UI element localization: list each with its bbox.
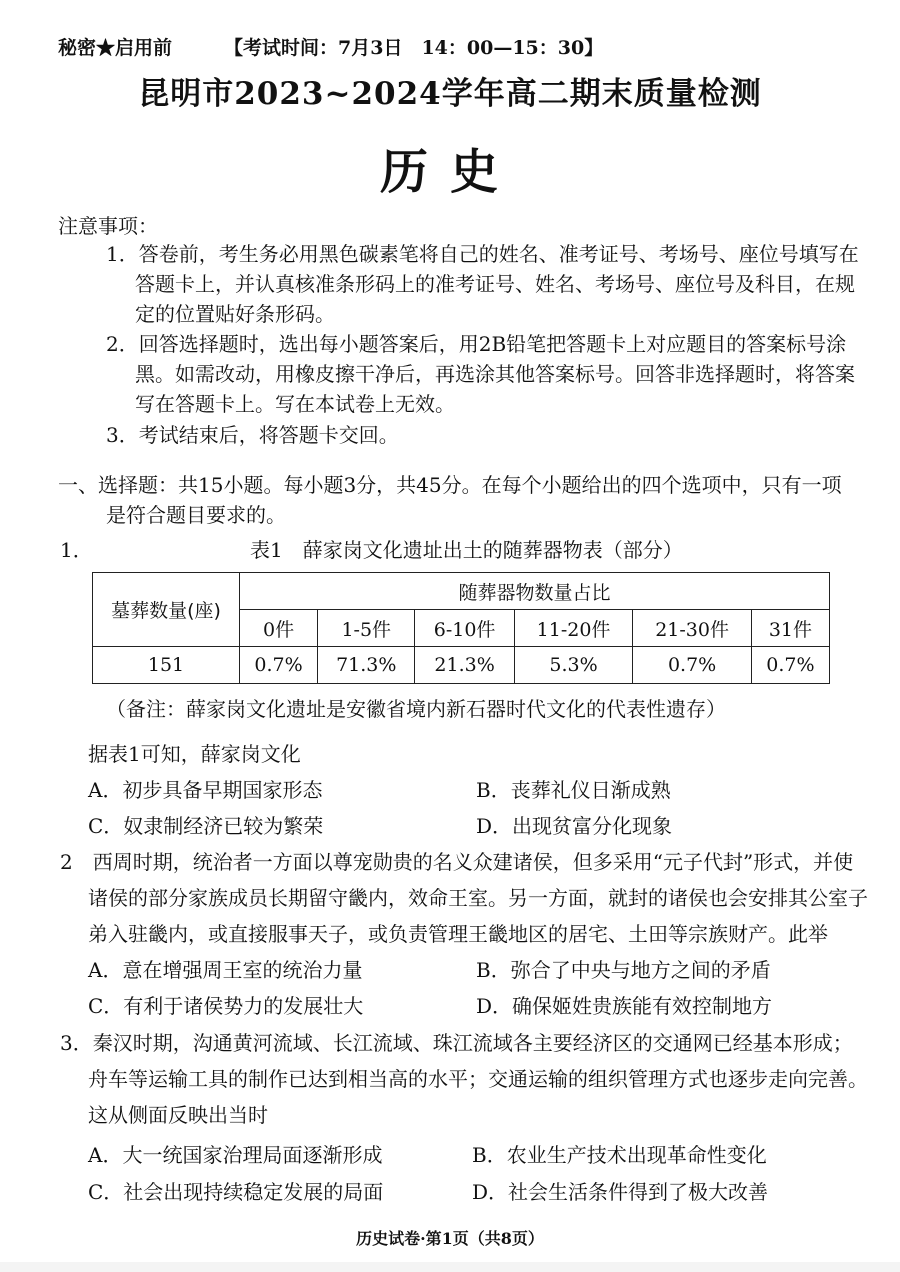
group-header-cell: 随葬器物数量占比	[240, 573, 830, 610]
subject-title: 历史	[379, 144, 520, 200]
table-cell: 5.3%	[514, 647, 633, 684]
page-edge	[0, 1262, 900, 1272]
notes-line: 写在答题卡上。写在本试卷上无效。	[135, 392, 455, 416]
row-header-cell: 墓葬数量(座)	[93, 573, 240, 647]
notes-line: 2．回答选择题时，选出每小题答案后，用2B铅笔把答题卡上对应题目的答案标号涂	[106, 332, 847, 356]
question-line: 2 西周时期，统治者一方面以尊宠勋贵的名义众建诸侯，但多采用“元子代封”形式，并使	[60, 850, 854, 874]
notes-line: 黑。如需改动，用橡皮擦干净后，再选涂其他答案标号。回答非选择题时，将答案	[135, 362, 855, 386]
table-cell: 71.3%	[318, 647, 415, 684]
question-line: 弟入驻畿内，或直接服事天子，或负责管理王畿地区的居宅、土田等宗族财产。此举	[88, 922, 828, 946]
table-cell: 0.7%	[633, 647, 752, 684]
burial-goods-table	[92, 572, 830, 684]
option-d: D．社会生活条件得到了极大改善	[472, 1180, 769, 1204]
table-cell: 0.7%	[751, 647, 829, 684]
option-a: A．初步具备早期国家形态	[88, 778, 323, 802]
column-header-cell: 6-10件	[415, 610, 514, 647]
table-note: （备注：薛家岗文化遗址是安徽省境内新石器时代文化的代表性遗存）	[106, 697, 726, 721]
option-d: D．出现贫富分化现象	[476, 814, 673, 838]
notes-line: 答题卡上，并认真核准条形码上的准考证号、姓名、考场号、座位号及科目，在规	[135, 272, 855, 296]
option-b: B．农业生产技术出现革命性变化	[472, 1143, 767, 1167]
table-caption: 表1 薛家岗文化遗址出土的随葬器物表（部分）	[250, 538, 683, 562]
option-a: A．大一统国家治理局面逐渐形成	[88, 1143, 383, 1167]
option-b: B．弥合了中央与地方之间的矛盾	[476, 958, 771, 982]
notes-line: 3．考试结束后，将答题卡交回。	[106, 423, 399, 447]
column-header-cell: 0件	[240, 610, 318, 647]
option-d: D．确保姬姓贵族能有效控制地方	[476, 994, 773, 1018]
table-cell: 21.3%	[415, 647, 514, 684]
exam-title: 昆明市2023~2024学年高二期末质量检测	[138, 76, 762, 112]
option-c: C．奴隶制经济已较为繁荣	[88, 814, 324, 838]
question-stem: 据表1可知，薛家岗文化	[88, 742, 301, 766]
column-header-cell: 31件	[751, 610, 829, 647]
confidential-label: 秘密★启用前	[58, 37, 173, 59]
notes-line: 1．答卷前，考生务必用黑色碳素笔将自己的姓名、准考证号、考场号、座位号填写在	[106, 242, 859, 266]
question-line: 舟车等运输工具的制作已达到相当高的水平；交通运输的组织管理方式也逐步走向完善。	[88, 1067, 868, 1091]
column-header-cell: 11-20件	[514, 610, 633, 647]
question-line: 这从侧面反映出当时	[88, 1103, 268, 1127]
column-header-cell: 21-30件	[633, 610, 752, 647]
section-heading-cont: 是符合题目要求的。	[106, 503, 286, 527]
table-cell: 0.7%	[240, 647, 318, 684]
question-number: 1．	[60, 538, 93, 562]
section-heading: 一、选择题：共15小题。每小题3分，共45分。在每个小题给出的四个选项中，只有一项	[58, 473, 842, 497]
exam-time: 【考试时间：7月3日 14：00—15：30】	[224, 37, 604, 59]
question-line: 诸侯的部分家族成员长期留守畿内，效命王室。另一方面，就封的诸侯也会安排其公室子	[88, 886, 868, 910]
option-a: A．意在增强周王室的统治力量	[88, 958, 363, 982]
option-c: C．社会出现持续稳定发展的局面	[88, 1180, 384, 1204]
notes-line: 定的位置贴好条形码。	[135, 302, 335, 326]
page-footer: 历史试卷·第1页（共8页）	[356, 1229, 544, 1248]
table-cell: 151	[93, 647, 240, 684]
option-b: B．丧葬礼仪日渐成熟	[476, 778, 671, 802]
column-header-cell: 1-5件	[318, 610, 415, 647]
option-c: C．有利于诸侯势力的发展壮大	[88, 994, 364, 1018]
question-line: 3．秦汉时期，沟通黄河流域、长江流域、珠江流域各主要经济区的交通网已经基本形成；	[60, 1031, 853, 1055]
notes-heading: 注意事项：	[58, 214, 158, 238]
